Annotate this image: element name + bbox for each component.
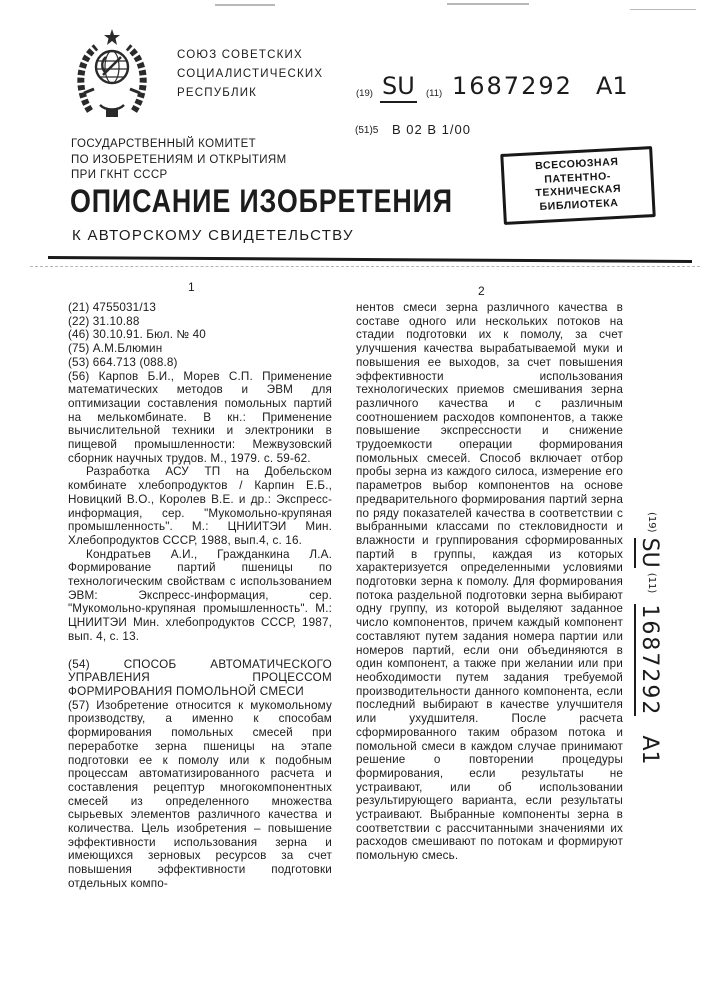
- reference-paragraph: Кондратьев А.И., Гражданкина Л.А. Формирование партий пшеницы по технологическим свойствам с использованием ЭВМ: Экспресс-информация, сер. "Мукомольно-крупяная промышленность". М.: ЦНИИТЭИ Мин. хлебопродуктов СССР, 1987, вып. 4, с. 13.: [68, 547, 332, 643]
- union-name-line: СОЮЗ СОВЕТСКИХ: [177, 49, 303, 61]
- country-code-label: (19): [356, 88, 373, 99]
- doc-number-label: (11): [426, 88, 443, 99]
- biblio-publication-date: (46) 30.10.91. Бюл. № 40: [68, 328, 206, 342]
- abstract-text-left: (57) Изобретение относится к мукомольному производству, а именно к способам формирования помольных смесей при переработке зерна пшеницы на этапе подготовки ее к помолу или к подобным процессам автоматизированного расчета и составления рецептур многокомпонентных смесей из определенного множества сырьевых элементов различного качества и количества. Цель изобретения – повышение эффективности использования зерна и имеющихся зерновых ресурсов за счет повышения эффективности подготовки отдельных компо-: [68, 698, 332, 890]
- kind-code: А1: [596, 72, 628, 100]
- reference-paragraph: (56) Карпов Б.И., Морев С.П. Применение математических методов и ЭВМ для оптимизации составления помольных партий на мелькомбинате. В кн.: Применение вычислительной техники и электроники в пищевой промышленности: Межвузовский сборник научных трудов. М., 1979. с. 59-62.: [68, 369, 332, 465]
- ipc-class: В 02 В 1/00: [392, 122, 471, 137]
- scan-artifact: [447, 3, 529, 5]
- margin-country-code: SU: [634, 538, 662, 568]
- committee-name: [71, 137, 287, 184]
- abstract-text-right: нентов смеси зерна различного качества в составе одного или нескольких потоков на стадии подготовки их к помолу, за счет улучшения качества вырабатываемой муки и повышения ее выходов, за счет повышения эффективности использования технологических приемов смешивания зерна различного качества и с различным соотношением расходов компонентов, а также повышение экспрессности и снижение трудоемкости операции формирования помольных смесей. Способ включает отбор пробы зерна из каждого силоса, измерение его параметров выбор компонентов на основе предварительного формирования партий зерна по ряду показателей качества в соответствии с выбранными классами по стекловидности и влажности и группирования сформированных партий в группы, каждая из которых характеризуется определенными условиями подготовки зерна к помолу. Для формирования потока раздельной подготовки зерна выбирают одну группу, из которой выделяют заданное число компонентов, причем каждый компонент составляют путем задания номера партии или номеров партий, если они объединяются в один компонент, а также при желании или при необходимости путем задания требуемой производительности данного компонента, если последний выбирают в качестве улучшителя или ухудшителя. После расчета сформированного таким образом потока и помольной смеси в каждом случае принимают решение о повторении процедуры формирования, если результаты не устраивают, или об использовании результирующего варианта, если результаты устраивают. Выбранные компоненты зерна в соответствии с рассчитанными значениями их расходов смешивают по потокам и формируют помольную смесь.: [356, 301, 623, 863]
- document-title: ОПИСАНИЕ ИЗОБРЕТЕНИЯ: [70, 183, 453, 219]
- biblio-udc: (53) 664.713 (088.8): [68, 355, 178, 369]
- reference-paragraph: Разработка АСУ ТП на Добельском комбинате хлебопродуктов / Карпин Е.Б., Новицкий В.О., Королев В.Е. и др.: Экспресс-информация, сер. "Мукомольно-крупяная промышленность". М.: ЦНИИТЭИ Мин. Хлебопродуктов СССР, 1988, вып.4, с. 16.: [68, 465, 332, 547]
- union-name-line: СОЦИАЛИСТИЧЕСКИХ: [177, 68, 324, 80]
- biblio-inventor: (75) А.М.Блюмин: [68, 342, 163, 356]
- ussr-coat-of-arms: [70, 27, 154, 119]
- scan-artifact: [215, 4, 275, 6]
- committee-line: ПО ИЗОБРЕТЕНИЯМ И ОТКРЫТИЯМ: [71, 153, 287, 166]
- left-column: [68, 301, 332, 891]
- right-column: [356, 301, 623, 863]
- ipc-label: (51)5: [355, 125, 379, 136]
- margin-code19: (19): [646, 512, 657, 533]
- header-divider-shadow: [30, 266, 700, 267]
- biblio-application-number: (21) 4755031/13: [68, 301, 157, 314]
- union-name-line: РЕСПУБЛИК: [177, 87, 258, 99]
- margin-code11: (11): [646, 572, 657, 594]
- column-number-right: 2: [478, 284, 485, 298]
- doc-number: 1687292: [452, 72, 573, 100]
- margin-kind-code: А1: [637, 735, 662, 765]
- invention-title: (54) СПОСОБ АВТОМАТИЧЕСКОГО УПРАВЛЕНИЯ ПРОЦЕССОМ ФОРМИРОВАНИЯ ПОМОЛЬНОЙ СМЕСИ: [68, 657, 332, 698]
- scan-artifact: [630, 9, 696, 10]
- library-stamp-line: ПАТЕНТНО-ТЕХНИЧЕСКАЯ: [535, 169, 622, 200]
- library-stamp: [500, 146, 656, 225]
- committee-line: ПРИ ГКНТ СССР: [71, 169, 168, 181]
- document-subtitle: К АВТОРСКОМУ СВИДЕТЕЛЬСТВУ: [72, 227, 354, 244]
- column-number-left: 1: [188, 280, 195, 294]
- biblio-filing-date: (22) 31.10.88: [68, 314, 140, 328]
- committee-line: ГОСУДАРСТВЕННЫЙ КОМИТЕТ: [71, 138, 257, 150]
- country-code: SU: [380, 72, 417, 103]
- library-stamp-line: БИБЛИОТЕКА: [539, 196, 619, 213]
- library-stamp-line: ВСЕСОЮЗНАЯ: [534, 155, 619, 173]
- header-divider: [48, 256, 692, 263]
- union-name: [177, 46, 323, 103]
- margin-publication-number: [632, 512, 662, 812]
- margin-doc-number: 1687292: [634, 604, 662, 716]
